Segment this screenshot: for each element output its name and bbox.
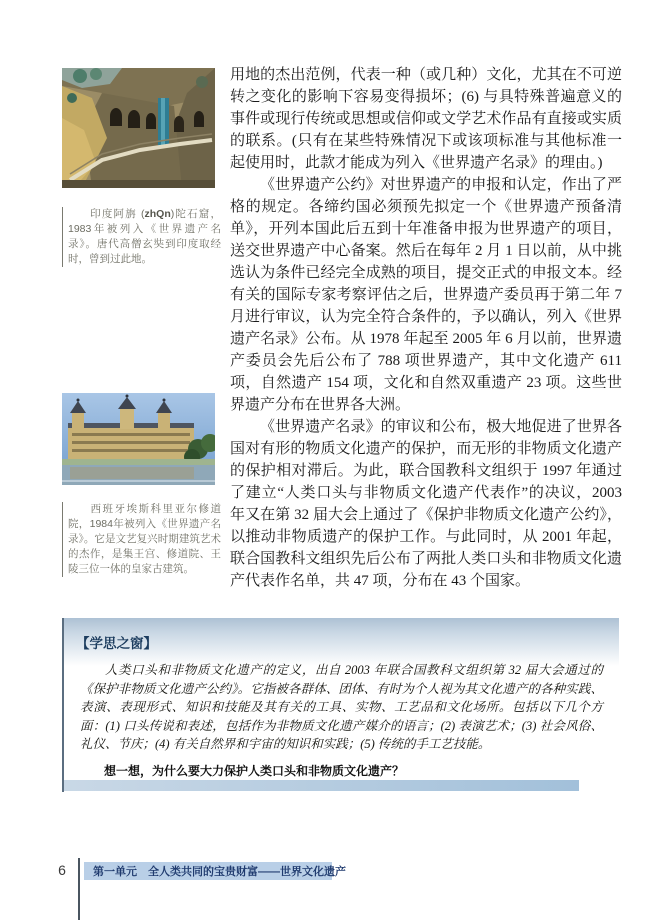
- study-window-box: [62, 618, 619, 792]
- caption2-text: 西班牙埃斯科里亚尔修道院，1984年被列入《世界遗产名录》。它是文艺复兴时期建筑艺术的杰作，是集王宫、修道院、王陵三位一体的皇家古建筑。: [68, 502, 221, 575]
- main-text-column: [230, 64, 622, 592]
- photo1-caption: [62, 207, 221, 267]
- caption1-pinyin: zhQn: [144, 207, 171, 220]
- footer-divider-rule: [78, 858, 80, 920]
- body-paragraph-1: 用地的杰出范例，代表一种（或几种）文化，尤其在不可逆转之变化的影响下容易变得损坏；(6) 与具特殊普遍意义的事件或现行传统或思想或信仰或文学艺术作品有直接或实质的联系。(只有在某些特殊情况下或该项标准与其他标准一起使用时，此款才能成为列入《世界遗产名录》的理由。): [230, 67, 622, 171]
- page-number: 6: [58, 862, 66, 878]
- escorial-monastery-photo: [62, 393, 215, 485]
- footer-unit-label: 第一单元 全人类共同的宝贵财富——世界文化遗产: [93, 866, 346, 878]
- study-window-body: 人类口头和非物质文化遗产的定义，出自 2003 年联合国教科文组织第 32 届大会通过的《保护非物质文化遗产公约》。它指被各群体、团体、有时为个人视为其文化遗产的各种实践、表演、表现形式、知识和技能及其有关的工具、实物、工艺品和文化场所。包括以下几个方面：(1) 口头传说和表述，包括作为非物质文化遗产媒介的语言；(2) 表演艺术；(3) 社会风俗、礼仪、节庆；(4) 有关自然界和宇宙的知识和实践；(5) 传统的手工艺技能。: [80, 663, 603, 751]
- footer-unit-band: [84, 862, 346, 880]
- study-window-question: 想一想，为什么要大力保护人类口头和非物质文化遗产？: [104, 763, 405, 778]
- ajanta-caves-photo: [62, 68, 215, 188]
- photo2-caption: [62, 502, 221, 577]
- body-paragraph-3: 《世界遗产名录》的审议和公布，极大地促进了世界各国对有形的物质文化遗产的保护，而无形的非物质文化遗产的保护相对滞后。为此，联合国教科文组织于 1997 年通过了建立“人类口头与非物质文化遗产代表作”的决议，2003 年又在第 32 届大会上通过了《保护非物质文化遗产公约》，以推动非物质遗产的保护工作。与此同时，从 2001 年起，联合国教科文组织先后公布了两批人类口头和非物质文化遗产代表作名单，共 47 项，分布在 43 个国家。: [230, 419, 622, 589]
- caption1-text-pre: 印度阿旃 (: [89, 207, 145, 220]
- body-paragraph-2: 《世界遗产公约》对世界遗产的申报和认定，作出了严格的规定。各缔约国必须预先拟定一个《世界遗产预备清单》，开列本国此后五到十年准备申报为世界遗产的项目，送交世界遗产中心备案。然后在每年 2 月 1 日以前，从中挑选认为条件已经完全成熟的项目，提交正式的申报文本。经有关的国际专家考察评估之后，世界遗产委员再于第二年 7 月进行审议，认为完全符合条件的，予以确认，列入《世界遗产名录》公布。从 1978 年起至 2005 年 6 月以前，世界遗产委员会先后公布了 788 项世界遗产，其中文化遗产 611 项，自然遗产 154 项，文化和自然双重遗产 23 项。这些世界遗产分布在世界各大洲。: [230, 177, 622, 413]
- caption1-text-post: )陀石窟，1983年被列入《世界遗产名录》。唐代高僧玄奘到印度取经时，曾到过此地。: [68, 207, 221, 265]
- study-window-title: 【学思之窗】: [76, 636, 157, 651]
- study-window-bottom-bar: [64, 780, 579, 791]
